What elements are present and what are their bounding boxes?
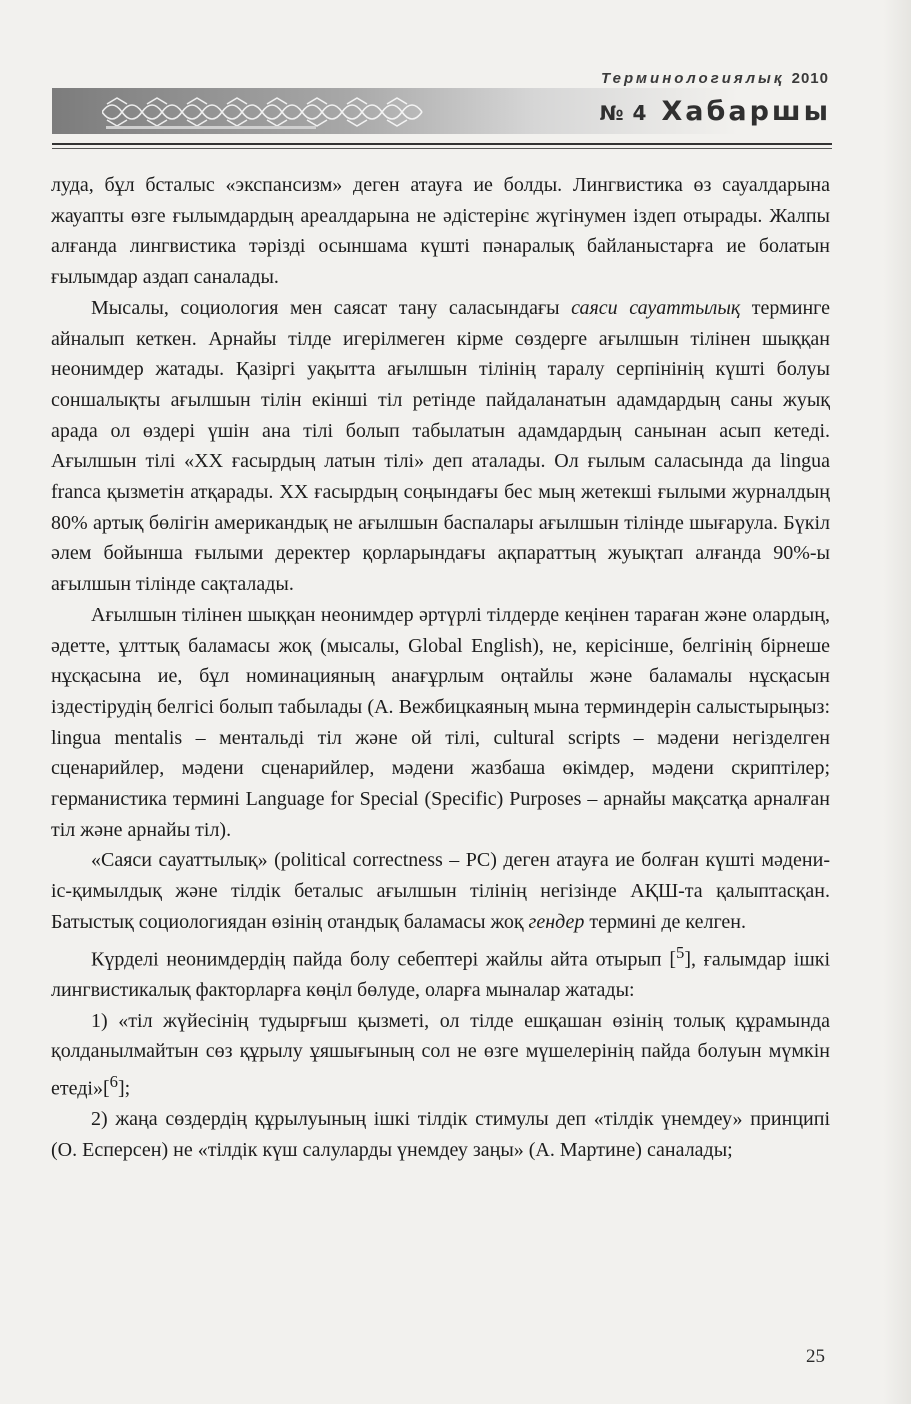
ornament-pattern-icon: [102, 94, 432, 130]
body-text: [51, 170, 830, 1166]
page-number: 25: [806, 1346, 825, 1367]
journal-name: Терминологиялық: [601, 70, 785, 87]
italic-term: саяси сауаттылық: [571, 296, 741, 319]
issue-number: № 4: [599, 101, 648, 125]
paragraph-1: луда, бұл бсталыс «экспансизм» деген атауға ие болды. Лингвистика өз сауалдарына жауапты өзге ғылымдардың ареалдарына не әдістерінє жүгінумен іздеп отырады. Жалпы алғанда лингвистика тәрізді осыншама күшті пәнаралық байланыстарға ие болатын ғылымдар аздап саналады.: [51, 174, 830, 289]
header-rule-thin: [52, 148, 832, 149]
list-item-1: 1) «тіл жүйесінің тудырғыш қызметі, ол тілде ешқашан өзінің толық құрамында қолданылмайтын сөз құрылу ұяшығының сол не өзге мүшелерінің пайда болуын мүмкін етеді»[$^6$];: [51, 1009, 830, 1100]
paragraph-4: «Саяси сауаттылық» (political correctness – PC) деген атауға ие болған күшті мәдени-іс-қимылдық және тілдік беталыс ағылшын тілінің негізінде АҚШ-та қалыптасқан. Батыстық социологиядан өзінің отандық баламасы жоқ гендер термині де келген.: [51, 849, 830, 933]
italic-term: гендер: [528, 910, 585, 933]
page-edge-shadow: [883, 0, 911, 1404]
journal-title-line: [601, 70, 829, 87]
issue-name: Хабаршы: [661, 96, 831, 127]
ornament-underline: [106, 126, 316, 129]
footnote-ref: 6: [109, 1072, 118, 1092]
header-rule-thick: [52, 143, 832, 145]
paragraph-5: Күрделі неонимдердің пайда болу себептері жайлы айта отырып [$^5$], ғалымдар ішкі лингвистикалық факторларға көңіл бөлуде, оларға мыналар жатады:: [51, 942, 830, 1001]
issue-title: [600, 96, 831, 127]
journal-year: 2010: [791, 70, 829, 87]
paragraph-2: Мысалы, социология мен саясат тану саласындағы саяси сауаттылық терминге айналып кеткен. Арнайы тілде игерілмеген кірме сөздерге ағылшын тілінен шыққан неонимдер жатады. Қазіргі уақытта ағылшын тілінің таралу серпінінің күшті болуы соншалықты ағылшын тілін екінші тіл ретінде пайдаланатын адамдардың саны жуық арада ол өздері үшін ана тілі болып табылатын адамдардың санынан асып кетеді. Ағылшын тілі «XX ғасырдың латын тілі» деп аталады. Ол ғылым саласында да lingua franca қызметін атқарады. XX ғасырдың соңындағы бес мың жетекші ғылыми журналдың 80% артық бөлігін американдық не ағылшын баспалары ағылшын тілінде шығарула. Бүкіл әлем бойынша ғылыми деректер қорларындағы ақпараттың жуықтап алғанда 90%-ы ағылшын тілінде сақталады.: [51, 296, 830, 596]
paragraph-3: Ағылшын тілінен шыққан неонимдер әртүрлі тілдерде кеңінен тараған және олардың, әдетте, ұлттық баламасы жоқ (мысалы, Global English), не, керісінше, белгінің бірнеше нұсқасына ие, бұл номинацияның анағұрлым оңтайлы және баламалы нұсқасын іздестірудің белгісі болып табылады (А. Вежбицкаяның мына терминдерін салыстырыңыз: lingua mentalis – ментальді тіл және ой тілі, cultural scripts – мәдени негізделген сценарийлер, мәдени сценарийлер, мәдени жазбаша өкімдер, мәдени скриптілер; германистика термині Language for Special (Specific) Purposes – арнайы мақсатқа арналған тіл және арнайы тіл).: [51, 603, 830, 841]
list-item-2: 2) жаңа сөздердің құрылуының ішкі тілдік стимулы деп «тілдік үнемдеу» принципі (О. Есперсен) не «тілдік күш салуларды үнемдеу заңы» (А. Мартине) саналады;: [51, 1108, 830, 1162]
footnote-ref: 5: [676, 942, 685, 962]
